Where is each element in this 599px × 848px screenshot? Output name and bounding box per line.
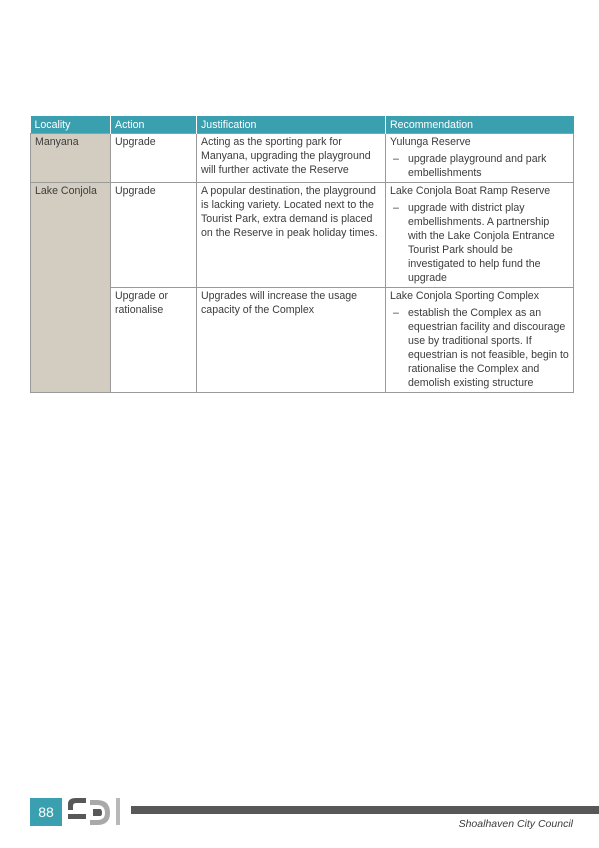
locality-cell: Lake Conjola [31,183,111,393]
header-recommendation: Recommendation [386,116,574,134]
justification-cell: A popular destination, the playground is lacking variety. Located next to the Tourist Park, extra demand is placed on the Reserve in peak holiday times. [197,183,386,288]
action-cell: Upgrade or rationalise [111,288,197,393]
recommendation-title: Lake Conjola Boat Ramp Reserve [390,185,551,197]
recommendation-text: upgrade playground and park embellishments [408,153,547,179]
recommendation-cell [386,183,574,288]
page-number: 88 [30,798,62,826]
council-logo-icon [64,796,128,828]
table-row [31,288,574,393]
recommendation-title: Lake Conjola Sporting Complex [390,290,539,302]
list-item [390,152,570,180]
recommendation-title: Yulunga Reserve [390,136,471,148]
list-item [390,201,570,285]
locality-cell: Manyana [31,134,111,183]
table-row [31,134,574,183]
recommendation-cell [386,134,574,183]
recommendation-cell [386,288,574,393]
recommendation-text: upgrade with district play embellishments. A partnership with the Lake Conjola Entrance Tourist Park should be investigated to help fund the upgrade [408,202,555,284]
justification-cell: Upgrades will increase the usage capacity of the Complex [197,288,386,393]
action-cell: Upgrade [111,134,197,183]
dash-bullet: – [393,202,399,214]
footer-bar [131,806,599,814]
header-locality: Locality [31,116,111,134]
justification-cell: Acting as the sporting park for Manyana, upgrading the playground will further activate the Reserve [197,134,386,183]
recommendation-list [390,306,570,390]
recommendation-list [390,152,570,180]
table-header-row [31,116,574,134]
action-cell: Upgrade [111,183,197,288]
recommendation-text: establish the Complex as an equestrian facility and discourage use by traditional sports. If equestrian is not feasible, begin to rationalise the Complex and demolish existing structure [408,307,569,389]
header-action: Action [111,116,197,134]
list-item [390,306,570,390]
recommendation-list [390,201,570,285]
dash-bullet: – [393,307,399,319]
header-justification: Justification [197,116,386,134]
table-row [31,183,574,288]
recommendations-table [30,116,574,393]
dash-bullet: – [393,153,399,165]
council-name: Shoalhaven City Council [458,818,573,830]
